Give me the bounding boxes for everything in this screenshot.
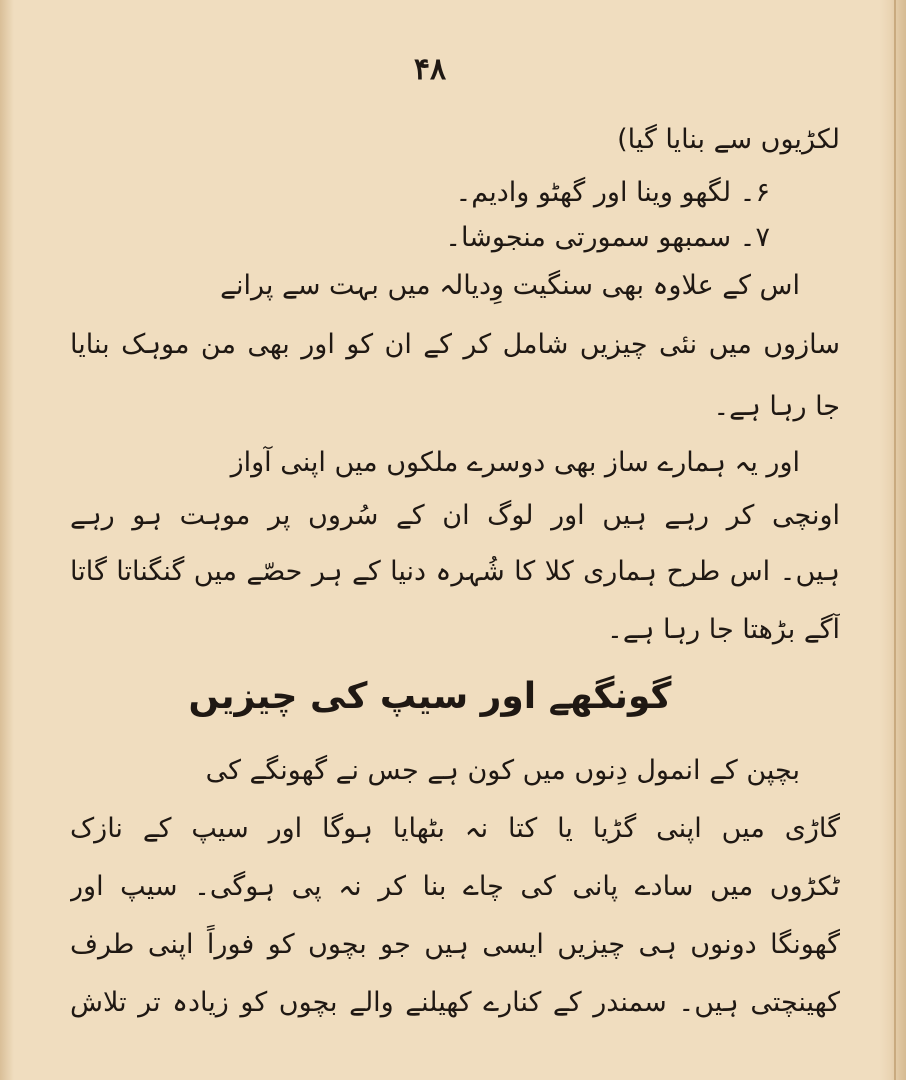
paragraph-line: اس کے علاوہ بھی سنگیت وِدیالہ میں بہت سے پرانے: [220, 270, 800, 301]
paragraph-line: گھونگا دونوں ہی چیزیں ایسی ہیں جو بچوں کو فوراً اپنی طرف: [70, 929, 840, 960]
paragraph-line: آگے بڑھتا جا رہا ہے۔: [607, 614, 840, 645]
paragraph-line: بچپن کے انمول دِنوں میں کون ہے جس نے گھونگے کی: [205, 755, 800, 786]
text-line: لکڑیوں سے بنایا گیا): [617, 124, 840, 155]
page-binding-edge: [880, 0, 906, 1080]
section-heading: گونگھے اور سیپ کی چیزیں: [188, 676, 672, 717]
paragraph-line: جا رہا ہے۔: [713, 391, 840, 422]
paragraph-line: ٹکڑوں میں سادے پانی کی چاے بنا کر نہ پی ہوگی۔ سیپ اور: [70, 871, 840, 902]
paragraph-line: سازوں میں نئی چیزیں شامل کر کے ان کو اور بھی من موہک بنایا: [70, 329, 840, 360]
paragraph-line: اونچی کر رہے ہیں اور لوگ ان کے سُروں پر موہت ہو رہے: [70, 500, 840, 531]
paragraph-line: ہیں۔ اس طرح ہماری کلا کا شُہرہ دنیا کے ہر حصّے میں گنگناتا گاتا: [70, 556, 840, 587]
page-number: ۴۸: [413, 52, 447, 87]
page-left-edge: [0, 0, 14, 1080]
section-one-text: [70, 112, 840, 660]
list-item-7: ۷۔ سمبھو سمورتی منجوشا۔: [445, 222, 770, 253]
paragraph-line: گاڑی میں اپنی گڑیا یا کتا نہ بٹھایا ہوگا اور سیپ کے نازک: [70, 813, 840, 844]
section-two-text: [70, 742, 840, 1032]
paragraph-line: کھینچتی ہیں۔ سمندر کے کنارے کھیلنے والے بچوں کو زیادہ تر تلاش: [70, 987, 840, 1018]
list-item-6: ۶۔ لگھو وینا اور گھٹو وادیم۔: [455, 177, 770, 208]
paragraph-line: اور یہ ہمارے ساز بھی دوسرے ملکوں میں اپنی آواز: [230, 447, 800, 478]
